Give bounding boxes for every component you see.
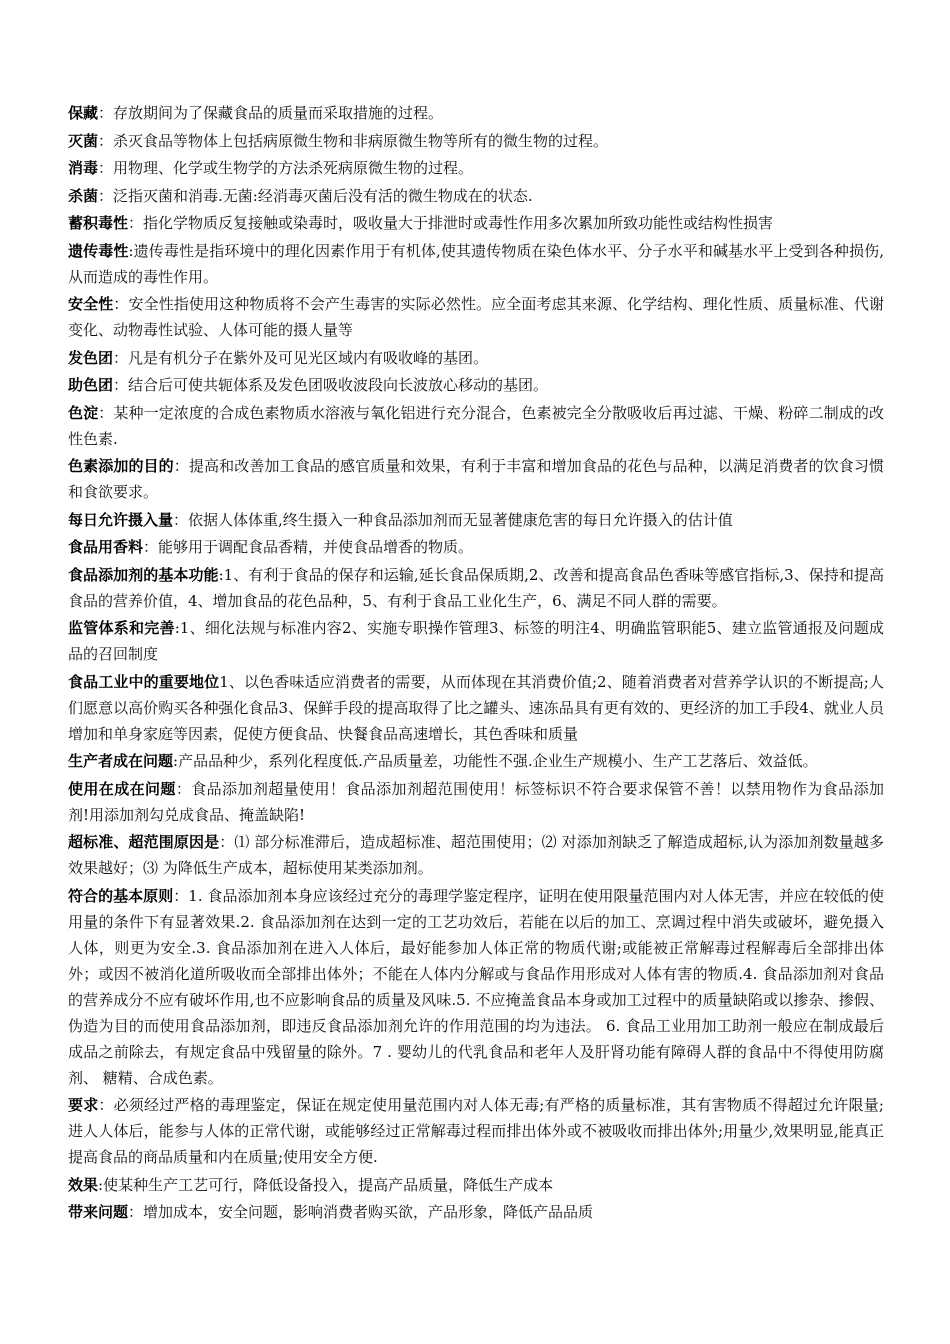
entry-term: 使用在成在问题 xyxy=(68,779,176,798)
entry-text: 1、细化法规与标准内容2、实施专职操作管理3、标签的明注4、明确监管职能5、建立监管通报及问题成品的召回制度 xyxy=(68,619,884,663)
entry-separator: ： xyxy=(173,457,189,475)
entry-separator: : xyxy=(218,565,224,584)
entry-fasetuan xyxy=(68,345,884,371)
entry-chaobiao-yuanyin xyxy=(68,829,884,881)
entry-text: 某种一定浓度的合成色素物质水溶液与氧化铝进行充分混合，色素被完全分散吸收后再过滤、干燥、粉碎二制成的改性色素. xyxy=(68,403,884,448)
entry-term: 监管体系和完善 xyxy=(68,619,175,637)
entry-sesu-mudi xyxy=(68,453,884,505)
entry-separator: ： xyxy=(98,131,114,150)
entry-term: 每日允许摄入量 xyxy=(68,510,174,529)
entry-separator: ： xyxy=(173,886,189,905)
entry-separator: ： xyxy=(128,1203,144,1221)
entry-text: 食品添加剂超量使用！食品添加剂超范围使用！标签标识不符合要求保管不善！以禁用物作为食品添加剂!用添加剂勾兑成食品、掩盖缺陷! xyxy=(68,779,884,824)
entry-term: 要求 xyxy=(68,1096,99,1114)
entry-text: 必须经过严格的毒理鉴定，保证在规定使用量范围内对人体无毒;有严格的质量标准，其有害物质不得超过允许限量;进人人体后，能参与人体的正常代谢，或能够经过正常解毒过程而排出体外或不被吸收而排出体外;用量少,效果明显,能真正提高食品的商品质量和内在质量;使用安全方便. xyxy=(68,1096,884,1166)
entry-separator: ： xyxy=(219,833,235,851)
entry-term: 食品用香料 xyxy=(68,538,144,556)
entry-term: 保藏 xyxy=(68,104,99,122)
entry-text: 1、有利于食品的保存和运输,延长食品保质期,2、改善和提高食品色香味等感官指标,3、保持和提高食品的营养价值，4、增加食品的花色品种，5、有利于食品工业化生产，6、满足不同人群的需要。 xyxy=(68,565,884,610)
entry-zhongyao-diwei xyxy=(68,669,884,747)
entry-jiben-yuanze xyxy=(68,883,884,1091)
entry-term: 符合的基本原则 xyxy=(68,886,174,905)
entry-text: 安全性指使用这种物质将不会产生毒害的实际必然性。应全面考虑其来源、化学结构、理化性质、质量标准、代谢变化、动物毒性试验、人体可能的摄人量等 xyxy=(68,295,884,339)
entry-separator: : xyxy=(98,1175,104,1194)
entry-shiyong-wenti xyxy=(68,776,884,828)
entry-text: 结合后可使共轭体系及发色团吸收波段向长波放心移动的基团。 xyxy=(128,376,549,394)
entry-shajun xyxy=(68,183,884,209)
entry-term: 色素添加的目的 xyxy=(68,457,174,475)
entry-shengchanzhe-wenti xyxy=(68,748,884,774)
entry-term: 消毒 xyxy=(68,159,99,177)
entry-term: 效果 xyxy=(68,1175,99,1194)
entry-yichuan-duxing xyxy=(68,238,884,290)
entry-separator: ： xyxy=(113,295,129,313)
entry-text: 凡是有机分子在紫外及可见光区域内有吸收峰的基团。 xyxy=(128,348,489,367)
entry-separator: ： xyxy=(98,104,114,122)
entry-text: 1、以色香味适应消费者的需要，从而体现在其消费价值;2、随着消费者对营养学认识的不断提高;人们愿意以高价购买各种强化食品3、保鲜手段的提高取得了比之罐头、速冻品具有更有效的、更经济的加工手段4、就业人员增加和单身家庭等因素，促使方便食品、快餐食品高速增长，其色香味和质量 xyxy=(68,672,884,743)
entry-term: 带来问题 xyxy=(68,1203,129,1221)
entry-separator: ： xyxy=(98,1096,114,1114)
entry-jiben-gongneng xyxy=(68,562,884,614)
entry-term: 杀菌 xyxy=(68,186,99,205)
entry-text: 遗传毒性是指环境中的理化因素作用于有机体,使其遗传物质在染色体水平、分子水平和碱基水平上受到各种损伤,从而造成的毒性作用。 xyxy=(68,241,884,286)
entry-xiangliao xyxy=(68,534,884,560)
entry-separator: ： xyxy=(173,510,189,529)
entry-baocang xyxy=(68,100,884,126)
entry-text: 存放期间为了保藏食品的质量而采取措施的过程。 xyxy=(113,104,444,122)
entry-text: 增加成本，安全问题，影响消费者购买欲，产品形象，降低产品品质 xyxy=(143,1203,594,1221)
entry-text: 杀灭食品等物体上包括病原微生物和非病原微生物等所有的微生物的过程。 xyxy=(113,131,609,150)
entry-zhusetuan xyxy=(68,372,884,398)
entry-anquanxing xyxy=(68,291,884,343)
entry-term: 食品添加剂的基本功能 xyxy=(68,565,219,584)
entry-text: 指化学物质反复接触或染毒时，吸收量大于排泄时或毒性作用多次累加所致功能性或结构性损害 xyxy=(143,214,774,232)
entry-separator: ： xyxy=(175,779,192,798)
entry-jianguan-tixi xyxy=(68,615,884,667)
entry-sedian xyxy=(68,400,884,452)
entry-separator: : xyxy=(128,241,134,260)
entry-xiaoguo xyxy=(68,1172,884,1198)
document-page xyxy=(68,100,884,1227)
entry-separator: ： xyxy=(143,538,159,556)
entry-adi xyxy=(68,507,884,533)
entry-text: 提高和改善加工食品的感官质量和效果，有利于丰富和增加食品的花色与品种，以满足消费者的饮食习惯和食欲要求。 xyxy=(68,457,884,501)
entry-separator: ： xyxy=(98,403,114,422)
entry-separator: : xyxy=(174,619,180,637)
entry-text: 能够用于调配食品香精，并使食品增香的物质。 xyxy=(158,538,474,556)
entry-term: 超标准、超范围原因是 xyxy=(68,833,220,851)
entry-separator: ： xyxy=(98,186,114,205)
entry-separator: ： xyxy=(113,348,129,367)
entry-text: 产品品种少，系列化程度低.产品质量差，功能性不强.企业生产规模小、生产工艺落后、效益低。 xyxy=(178,752,818,770)
entry-term: 发色团 xyxy=(68,348,114,367)
entry-separator: ： xyxy=(113,376,129,394)
entry-text: ⑴ 部分标准滞后，造成超标准、超范围使用；⑵ 对添加剂缺乏了解造成超标,认为添加剂数量越多效果越好；⑶ 为降低生产成本，超标使用某类添加剂。 xyxy=(68,833,884,877)
entry-term: 安全性 xyxy=(68,295,114,313)
entry-term: 食品工业中的重要地位 xyxy=(68,672,220,691)
entry-yaoqiu xyxy=(68,1092,884,1170)
entry-term: 生产者成在问题 xyxy=(68,752,174,770)
entry-term: 蓄积毒性 xyxy=(68,214,129,232)
entry-miejun xyxy=(68,128,884,154)
entry-term: 助色团 xyxy=(68,376,114,394)
entry-term: 遗传毒性 xyxy=(68,241,129,260)
entry-separator: ： xyxy=(98,159,114,177)
entry-text: 泛指灭菌和消毒.无菌:经消毒灭菌后没有活的微生物成在的状态. xyxy=(113,186,533,205)
entry-dailai-wenti xyxy=(68,1199,884,1225)
entry-xiaodu xyxy=(68,155,884,181)
entry-separator: : xyxy=(173,752,179,770)
entry-term: 色淀 xyxy=(68,403,99,422)
entry-separator: ： xyxy=(128,214,144,232)
entry-text: 使某种生产工艺可行，降低设备投入，提高产品质量，降低生产成本 xyxy=(103,1175,554,1194)
entry-text: 依据人体体重,终生摄入一种食品添加剂而无显著健康危害的每日允许摄入的估计值 xyxy=(188,510,733,529)
entry-xuji-duxing xyxy=(68,210,884,236)
entry-text: 用物理、化学或生物学的方法杀死病原微生物的过程。 xyxy=(113,159,474,177)
entry-text: 1. 食品添加剂本身应该经过充分的毒理学鉴定程序，证明在使用限量范围内对人体无害，并应在较低的使用量的条件下有显著效果.2. 食品添加剂在达到一定的工艺功效后，若能在以后的加工、烹调过程中消失或破坏，避免摄入人体，则更为安全.3. 食品添加剂在进入人体后，最好能参加人体正常的物质代谢;或能被正常解毒过程解毒后全部排出体外；或因不被消化道所吸收而全部排出体外；不能在人体内分解或与食品作用形成对人体有害的物质.4. 食品添加剂对食品的营养成分不应有破坏作用,也不应影响食品的质量及风味.5. 不应掩盖食品本身或加工过程中的质量缺陷或以掺杂、掺假、伪造为目的而使用食品添加剂，即违反食品添加剂允许的作用范围的均为违法。 6. 食品工业用加工助剂一般应在制成最后成品之前除去，有规定食品中残留量的除外。7 . 婴幼儿的代乳食品和老年人及肝肾功能有障碍人群的食品中不得使用防腐剂、 糖精、合成色素。 xyxy=(68,886,884,1087)
entry-term: 灭菌 xyxy=(68,131,99,150)
